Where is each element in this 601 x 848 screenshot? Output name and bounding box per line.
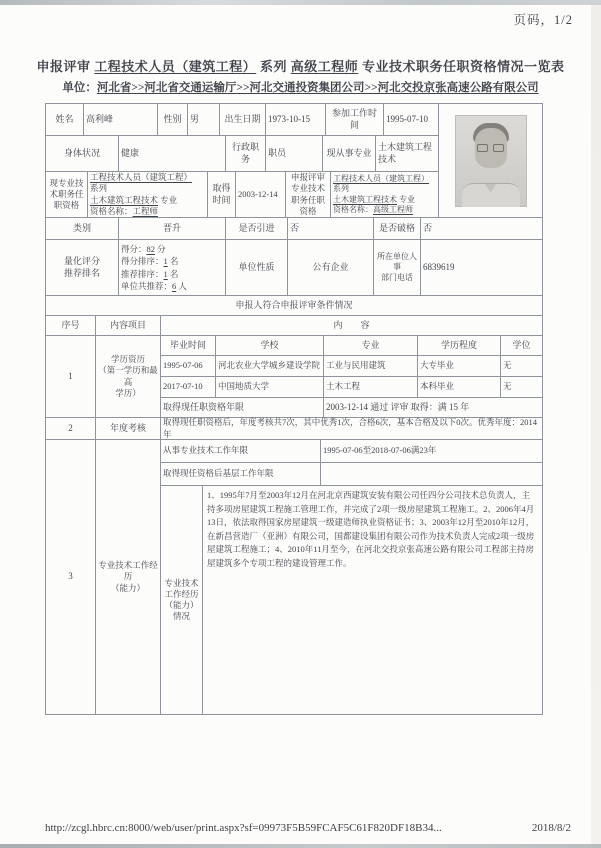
gender-value: 男 <box>188 104 220 136</box>
tenure-value: 2003-12-14 通过 评审 取得：满 15 年 <box>324 398 543 418</box>
photo-glasses-right <box>493 144 504 152</box>
education-col-degree-level: 学历程度 <box>418 336 501 356</box>
column-header-content: 内 容 <box>161 316 543 336</box>
unit-type-label: 单位性质 <box>226 240 288 296</box>
qualification-form-table <box>45 103 543 715</box>
hr-phone-label-line1: 所在单位人事 <box>377 251 417 272</box>
annual-row-no: 2 <box>46 418 96 440</box>
score-rank-unit: 名 <box>167 256 179 266</box>
work-years-value: 1995-07-06至2018-07-06满23年 <box>321 440 543 463</box>
unit-line <box>0 79 601 95</box>
scan-edge-bottom <box>0 844 601 848</box>
score-rank-label <box>46 240 119 296</box>
experience-sub-line3: （能力） <box>164 600 199 610</box>
score-points: 82 <box>146 243 156 254</box>
row-current-title <box>46 172 439 218</box>
score-points-unit: 分 <box>155 243 166 254</box>
scan-edge-top <box>0 0 601 5</box>
apply-major-suffix: 专业 <box>397 194 415 204</box>
education-tenure-row <box>161 398 543 418</box>
unit-type-value: 公有企业 <box>288 240 374 296</box>
score-rank-order-label: 得分排序： <box>121 256 164 266</box>
category-label: 类别 <box>46 218 119 240</box>
name-label: 姓名 <box>46 104 84 136</box>
major-1: 工业与民用建筑 <box>324 356 418 377</box>
unit-value: 河北省>>河北省交通运输厅>>河北交通投资集团公司>>河北交投京张高速公路有限公司 <box>96 82 539 94</box>
form-title <box>0 56 601 75</box>
apply-title-label: 申报评审专业技术职务任职资格 <box>286 172 331 218</box>
acquire-time-value: 2003-12-14 <box>236 172 286 218</box>
recommend-unit: 名 <box>167 268 179 279</box>
row-conditions-header <box>46 296 543 316</box>
education-item-line1: 学历资历 <box>110 354 145 365</box>
row-experience <box>46 440 543 715</box>
experience-detail-row <box>161 486 543 715</box>
row-score-rank <box>46 240 543 296</box>
column-header-no: 序号 <box>46 316 96 336</box>
row-name-gender-birth <box>46 104 439 136</box>
recommend-order: 1 <box>163 268 168 279</box>
acquire-time-label: 取得时间 <box>208 172 236 218</box>
apply-cert-label: 资格名称： <box>333 204 373 214</box>
experience-detail-text: 1、1995年7月至2003年12月在河北京西建筑安装有限公司任四分公司技术总负责人，主持多项房屋建筑工程施工管理工作，并完成了2项一级房屋建筑工程施工。2、2006年4月13日，依法取得国家房屋建筑一级建造师执业资格证书；3、2003年12月至2010年12月，在新昌营造厂（亚洲）有限公司，国都建设集团有限公司作为技术负责人完成2项一级房屋建筑工程施工；4、2010年11月至今，在河北交投京张高速公路有限公司工程部主持房屋建筑多个专项工程的建设管理工作。 <box>203 486 543 715</box>
current-cert-label: 资格名称： <box>90 205 133 216</box>
degree-level-1: 大专毕业 <box>418 356 501 377</box>
education-data-row <box>161 377 543 398</box>
education-row-no: 1 <box>46 336 96 418</box>
title-suffix: 专业技术职务任职资格情况一览表 <box>358 59 565 74</box>
unit-label: 单位： <box>62 82 97 94</box>
current-profession-value: 土木建筑工程技术 <box>376 136 439 172</box>
current-profession-label: 现从事专业 <box>323 136 376 172</box>
annual-item-label: 年度考核 <box>96 418 161 440</box>
row-education <box>46 336 543 418</box>
score-points-label: 得分： <box>121 243 147 254</box>
education-subtable <box>161 336 543 418</box>
education-item-line2: （第一学历和最高 <box>98 365 158 387</box>
birth-date-label: 出生日期 <box>220 104 266 136</box>
gender-label: 性别 <box>158 104 188 136</box>
school-2: 中国地质大学 <box>216 377 324 398</box>
degree-level-2: 本科毕业 <box>418 377 501 398</box>
total-recommended-unit: 人 <box>176 281 187 291</box>
degree-2: 无 <box>501 377 543 398</box>
education-col-grad-time: 毕业时间 <box>161 336 216 356</box>
education-header-row <box>161 336 543 356</box>
photo-glasses-left <box>477 144 488 152</box>
is-imported-label: 是否引进 <box>226 218 288 240</box>
experience-sub-line2: 工作经历 <box>164 588 199 599</box>
work-start-label: 参加工作时间 <box>326 104 384 136</box>
total-recommended: 6 <box>172 281 177 291</box>
grassroots-years-value <box>321 463 543 486</box>
apply-cert-name: 高级工程师 <box>373 204 413 214</box>
experience-item-label <box>96 440 161 715</box>
current-series-suffix: 系列 <box>90 183 108 194</box>
education-col-major: 专业 <box>324 336 418 356</box>
hr-phone-label <box>374 240 421 296</box>
experience-sub-line4: 情况 <box>172 611 190 622</box>
conditions-header: 申报人符合申报评审条件情况 <box>46 296 543 316</box>
experience-subtable <box>161 440 543 715</box>
apply-series-suffix: 系列 <box>333 184 349 194</box>
score-rank-order: 1 <box>163 256 168 266</box>
experience-sub-label <box>161 486 203 715</box>
experience-item-line2: （能力） <box>110 582 145 593</box>
apply-major: 土木建筑工程技术 <box>333 194 397 204</box>
current-title-detail <box>88 172 208 218</box>
hr-phone-label-line2: 部门电话 <box>381 272 413 282</box>
title-prefix: 申报评审 <box>36 59 95 74</box>
column-header-item: 内容项目 <box>96 316 161 336</box>
work-years-label: 从事专业技术工作年限 <box>161 440 321 463</box>
education-item-label <box>96 336 161 418</box>
grassroots-years-label: 取得现任资格后基层工作年限 <box>161 463 321 486</box>
health-value: 健康 <box>119 136 226 172</box>
row-category <box>46 218 543 240</box>
major-2: 土木工程 <box>324 377 418 398</box>
current-major: 土木建筑工程技术 <box>90 194 159 205</box>
birth-date-value: 1973-10-15 <box>266 104 326 136</box>
degree-1: 无 <box>501 356 543 377</box>
annual-content: 取得现任职资格后，年度考核共7次，其中优秀1次，合格6次，基本合格及以下0次。优秀年度：2014年 <box>161 418 543 440</box>
experience-row-no: 3 <box>46 440 96 715</box>
apply-series: 工程技术人员（建筑工程） <box>333 173 429 183</box>
title-mid: 系列 <box>256 59 291 74</box>
footer-date: 2018/8/2 <box>531 822 571 834</box>
experience-grassroots-row <box>161 463 543 486</box>
row-annual-review <box>46 418 543 440</box>
tenure-label: 取得现任职资格年限 <box>161 398 324 418</box>
admin-post-label: 行政职务 <box>226 136 266 172</box>
recommend-order-label: 推荐排序： <box>121 268 164 279</box>
photo-cell <box>439 104 543 218</box>
title-series: 工程技术人员（建筑工程） <box>94 59 257 74</box>
score-label-line1: 量化评分 <box>63 255 100 266</box>
education-item-line3: 学历） <box>115 387 141 398</box>
grad-time-1: 1995-07-06 <box>161 356 216 377</box>
is-exception-value: 否 <box>421 218 543 240</box>
id-photo <box>455 115 527 207</box>
title-level: 高级工程师 <box>290 59 359 74</box>
education-col-school: 学校 <box>216 336 324 356</box>
is-exception-label: 是否破格 <box>374 218 421 240</box>
section-basic-info <box>46 104 543 218</box>
category-value: 晋升 <box>119 218 226 240</box>
hr-phone-value: 6839619 <box>421 240 543 296</box>
experience-years-row <box>161 440 543 463</box>
print-footer <box>45 822 571 834</box>
experience-item-line1: 专业技术工作经历 <box>98 560 158 582</box>
scan-edge-right <box>591 5 601 844</box>
education-data-row <box>161 356 543 377</box>
row-health-admin <box>46 136 439 172</box>
admin-post-value: 职员 <box>266 136 323 172</box>
education-col-degree: 学位 <box>501 336 543 356</box>
grad-time-2: 2017-07-10 <box>161 377 216 398</box>
row-conditions-columns <box>46 316 543 336</box>
footer-url: http://zcgl.hbrc.cn:8000/web/user/print.aspx?sf=09973F5B59FCAF5C61F820DF18B34... <box>45 822 442 834</box>
basic-info-left <box>46 104 439 218</box>
score-detail <box>119 240 226 296</box>
apply-title-detail <box>331 172 439 218</box>
name-value: 高利峰 <box>84 104 158 136</box>
work-start-value: 1995-07-10 <box>384 104 439 136</box>
page-number: 页码，1/2 <box>513 13 573 27</box>
current-title-label: 现专业技术职务任职资格 <box>46 172 88 218</box>
is-imported-value: 否 <box>288 218 374 240</box>
current-series: 工程技术人员（建筑工程） <box>90 172 193 183</box>
score-label-line2: 推荐排名 <box>63 267 100 278</box>
current-major-suffix: 专业 <box>158 194 178 205</box>
school-1: 河北农业大学城乡建设学院 <box>216 356 324 377</box>
current-cert-name: 工程师 <box>132 205 159 216</box>
total-recommended-label: 单位共推荐： <box>121 281 173 291</box>
experience-sub-line1: 专业技术 <box>164 577 199 588</box>
health-label: 身体状况 <box>46 136 119 172</box>
